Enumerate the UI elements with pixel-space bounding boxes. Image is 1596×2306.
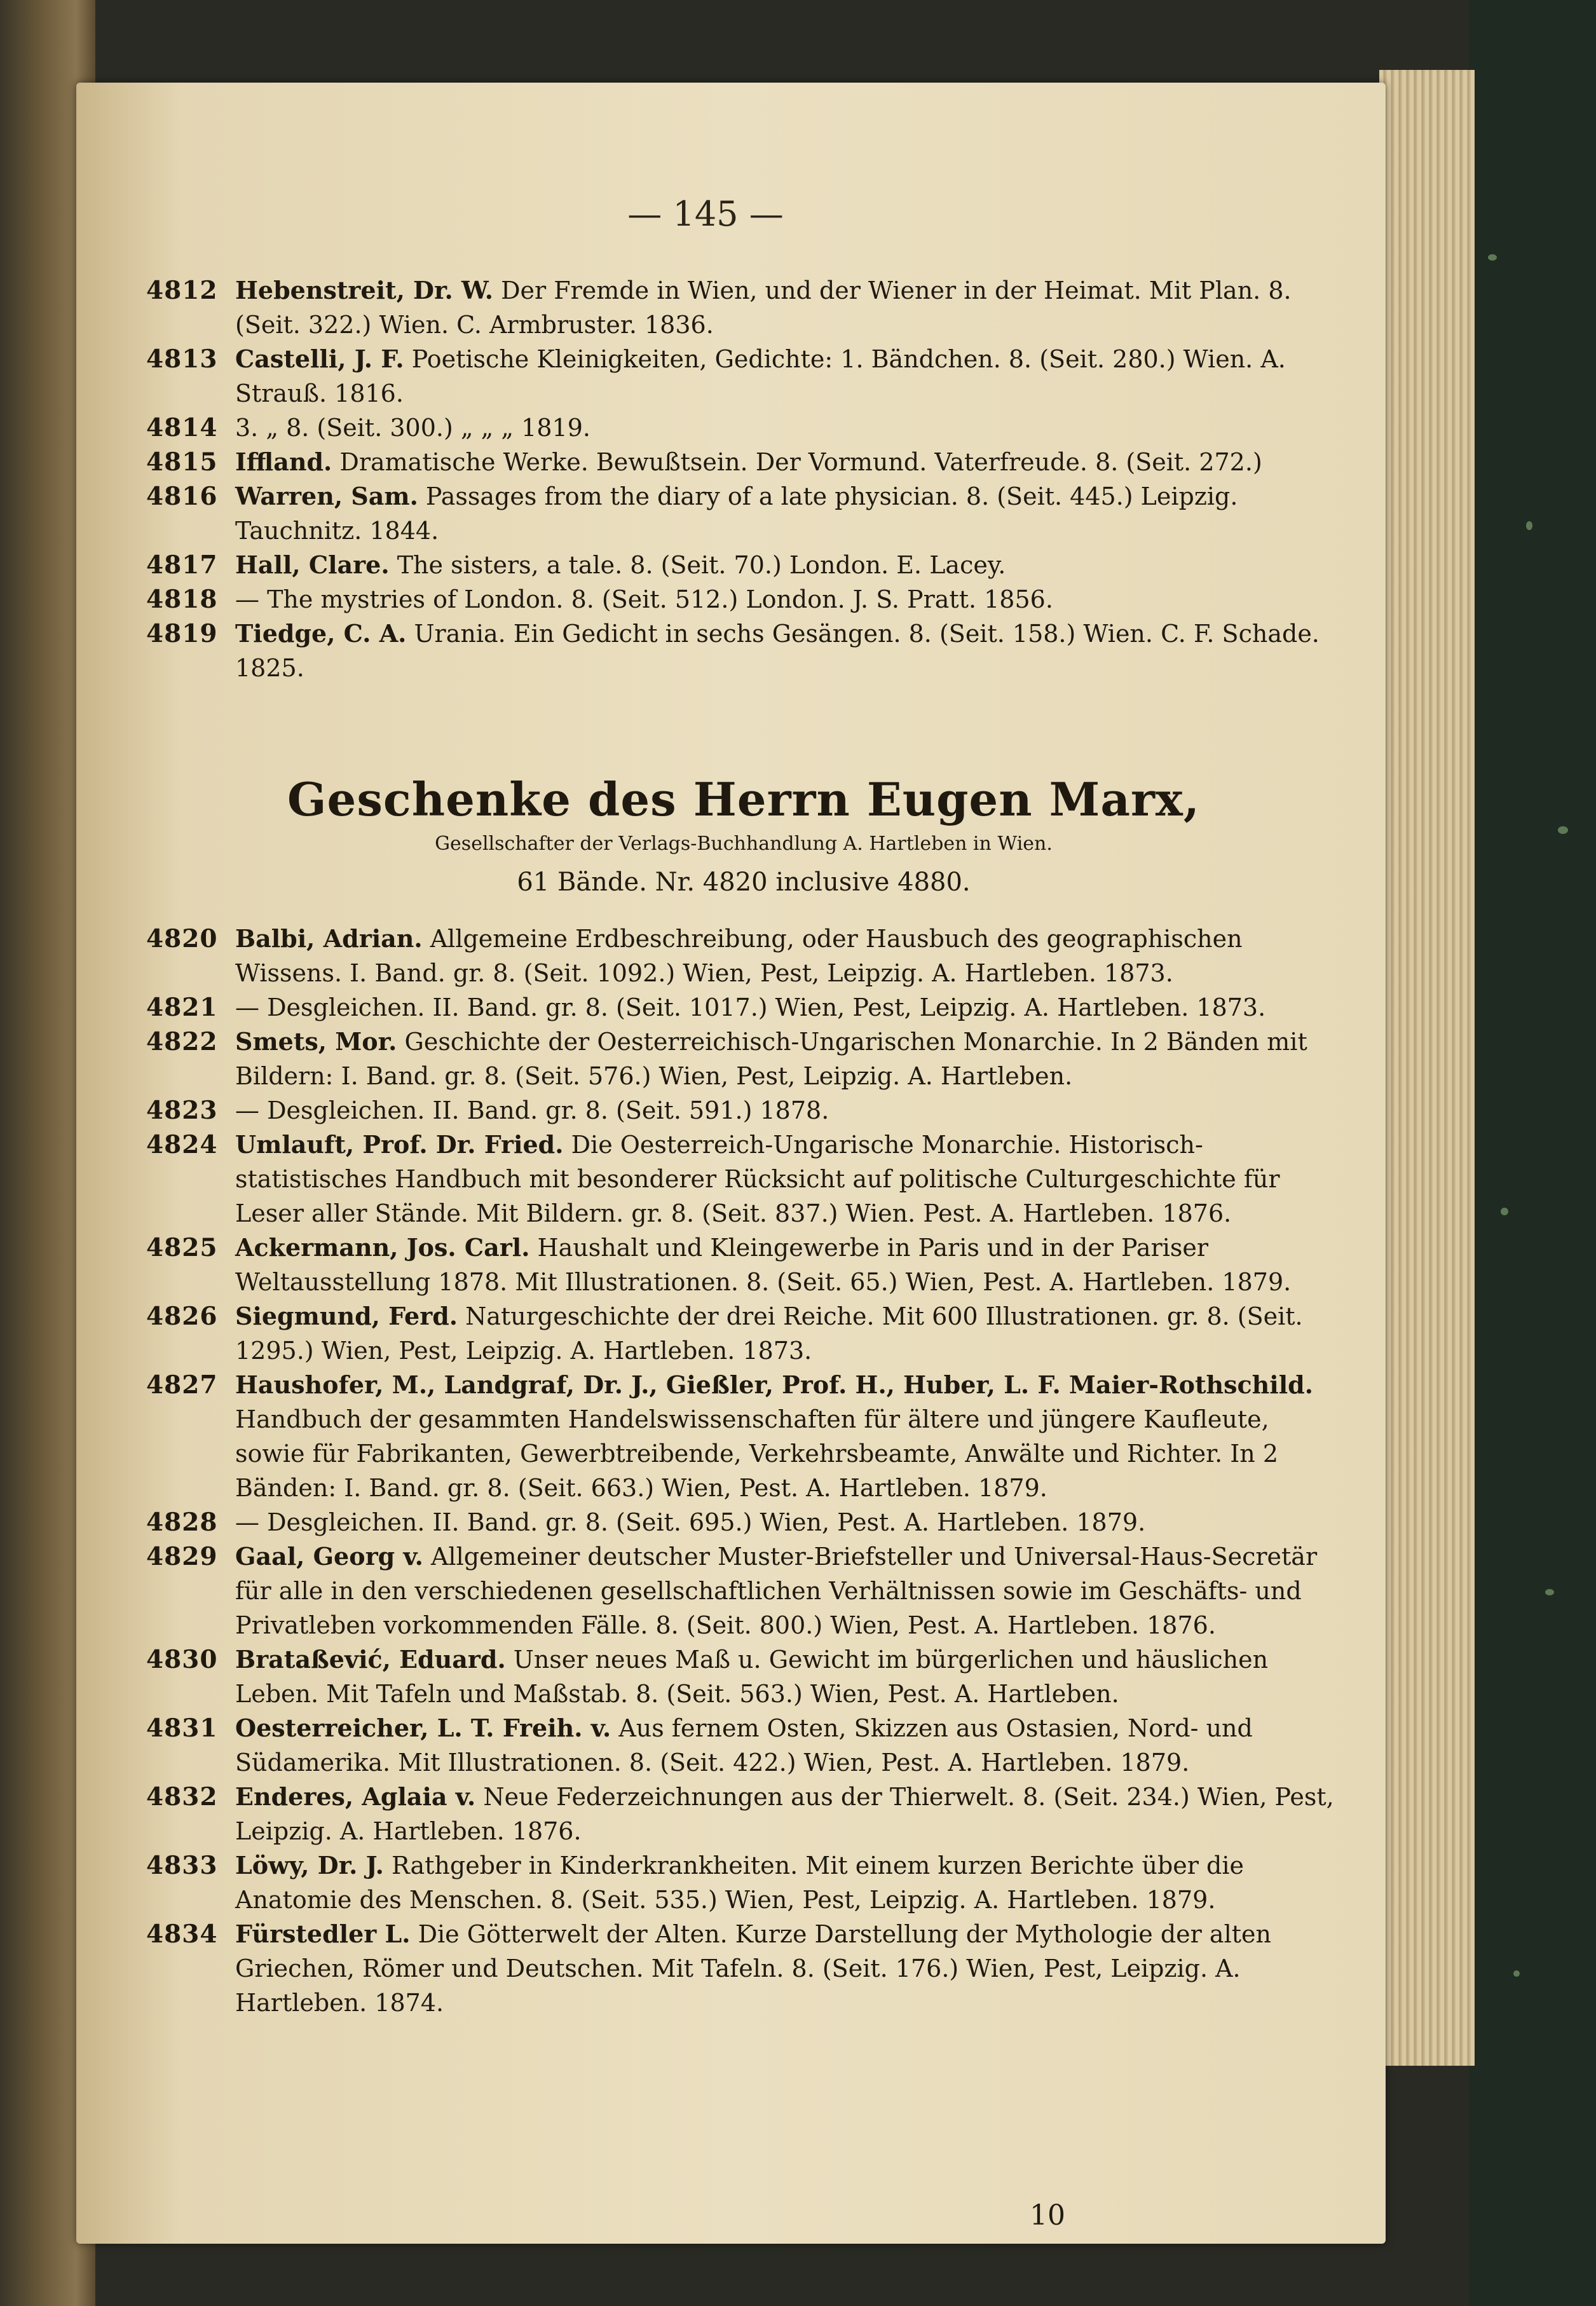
entry-author: Löwy, Dr. J. — [235, 1851, 384, 1880]
catalog-entry — [146, 479, 1341, 548]
entry-number: 4833 — [146, 1851, 218, 1880]
entry-author: Ackermann, Jos. Carl. — [235, 1233, 530, 1262]
entry-author: Balbi, Adrian. — [235, 924, 423, 953]
catalog-entry — [146, 1231, 1341, 1299]
entry-number: 4832 — [146, 1782, 218, 1811]
entry-number: 4823 — [146, 1096, 218, 1125]
entry-author: Umlauft, Prof. Dr. Fried. — [235, 1130, 564, 1159]
entry-number: 4815 — [146, 447, 218, 477]
entry-text: Haushalt und Kleingewerbe in Paris und in der Pariser Weltausstellung 1878. Mit Illustrationen. 8. (Seit. 65.) Wien, Pest. A. Hartleben. 1879. — [235, 1234, 1292, 1296]
entry-author: Siegmund, Ferd. — [235, 1302, 458, 1330]
catalog-entry — [146, 1299, 1341, 1368]
entry-number: 4818 — [146, 585, 218, 614]
catalog-entry — [146, 1025, 1341, 1093]
entry-text: Dramatische Werke. Bewußtsein. Der Vormund. Vaterfreude. 8. (Seit. 272.) — [339, 448, 1262, 476]
catalog-entry — [146, 922, 1341, 990]
entry-number: 4829 — [146, 1542, 218, 1571]
catalog-entry — [146, 1093, 1341, 1128]
entry-text: Allgemeiner deutscher Muster-Briefsteller und Universal-Haus-Secretär für alle in den verschiedenen gesellschaftlichen Verhältnissen sowie im Geschäfts- und Privatleben vorkommenden Fälle. 8. (Seit. 800.) Wien, Pest. A. Hartleben. 1876. — [235, 1543, 1318, 1639]
entry-text: Poetische Kleinigkeiten, Gedichte: 1. Bändchen. 8. (Seit. 280.) Wien. A. Strauß. 1816. — [235, 345, 1286, 407]
entry-author: Hall, Clare. — [235, 550, 390, 579]
entry-text: Passages from the diary of a late physician. 8. (Seit. 445.) Leipzig. Tauchnitz. 1844. — [235, 482, 1238, 545]
entry-text: Die Oesterreich-Ungarische Monarchie. Historisch-statistisches Handbuch mit besonderer Rücksicht auf politische Culturgeschichte für Leser aller Stände. Mit Bildern. gr. 8. (Seit. 837.) Wien. Pest. A. Hartleben. 1876. — [235, 1131, 1280, 1227]
entry-text: Neue Federzeichnungen aus der Thierwelt. 8. (Seit. 234.) Wien, Pest, Leipzig. A. Hartleben. 1876. — [235, 1783, 1334, 1845]
catalog-entry — [146, 445, 1341, 479]
entry-text: Aus fernem Osten, Skizzen aus Ostasien, Nord- und Südamerika. Mit Illustrationen. 8. (Seit. 422.) Wien, Pest. A. Hartleben. 1879. — [235, 1714, 1253, 1777]
entry-number: 4820 — [146, 924, 218, 953]
entry-author: Enderes, Aglaia v. — [235, 1782, 476, 1811]
entry-text: Geschichte der Oesterreichisch-Ungarischen Monarchie. In 2 Bänden mit Bildern: I. Band. gr. 8. (Seit. 576.) Wien, Pest, Leipzig. A. Hartleben. — [235, 1028, 1307, 1090]
entry-text: — Desgleichen. II. Band. gr. 8. (Seit. 695.) Wien, Pest. A. Hartleben. 1879. — [235, 1508, 1146, 1536]
entry-text: Allgemeine Erdbeschreibung, oder Hausbuch des geographischen Wissens. I. Band. gr. 8. (Seit. 1092.) Wien, Pest, Leipzig. A. Hartleben. 1873. — [235, 925, 1243, 987]
entry-author: Gaal, Georg v. — [235, 1542, 423, 1571]
section-count: 61 Bände. Nr. 4820 inclusive 4880. — [517, 868, 971, 897]
entry-author: Castelli, J. F. — [235, 345, 404, 373]
entry-author: Haushofer, M., Landgraf, Dr. J., Gießler, Prof. H., Huber, L. F. Maier-Rothschild. — [235, 1370, 1313, 1399]
page-edges — [1379, 70, 1475, 2066]
catalog-entry — [146, 990, 1341, 1025]
catalog-entry — [146, 617, 1341, 685]
entry-text: 3. „ 8. (Seit. 300.) „ „ „ 1819. — [235, 414, 590, 442]
catalog-entry — [146, 411, 1341, 445]
entry-number: 4822 — [146, 1027, 218, 1056]
entry-text: — Desgleichen. II. Band. gr. 8. (Seit. 1017.) Wien, Pest, Leipzig. A. Hartleben. 1873. — [235, 993, 1266, 1021]
entry-number: 4825 — [146, 1233, 218, 1262]
entry-text: Die Götterwelt der Alten. Kurze Darstellung der Mythologie der alten Griechen, Römer und Deutschen. Mit Tafeln. 8. (Seit. 176.) Wien, Pest, Leipzig. A. Hartleben. 1874. — [235, 1920, 1271, 2017]
entry-number: 4834 — [146, 1920, 218, 1949]
signature-mark: 10 — [1030, 2199, 1065, 2232]
section-subtitle: Gesellschafter der Verlags-Buchhandlung A. Hartleben in Wien. — [435, 833, 1053, 855]
catalog-entry — [146, 1128, 1341, 1231]
catalog-entry — [146, 1368, 1341, 1505]
entry-author: Brataßević, Eduard. — [235, 1645, 506, 1674]
catalog-entry — [146, 1780, 1341, 1848]
catalog-entry — [146, 1848, 1341, 1917]
catalog-entry — [146, 1539, 1341, 1642]
entry-text: — Desgleichen. II. Band. gr. 8. (Seit. 591.) 1878. — [235, 1096, 829, 1124]
entry-number: 4827 — [146, 1370, 218, 1400]
entry-text: Der Fremde in Wien, und der Wiener in der Heimat. Mit Plan. 8. (Seit. 322.) Wien. C. Armbruster. 1836. — [235, 276, 1292, 339]
catalog-entry — [146, 1505, 1341, 1539]
entry-number: 4812 — [146, 276, 218, 305]
section-title: Geschenke des Herrn Eugen Marx, — [287, 772, 1200, 826]
catalog-entry — [146, 548, 1341, 582]
catalog-entry — [146, 342, 1341, 411]
entry-text: Naturgeschichte der drei Reiche. Mit 600 Illustrationen. gr. 8. (Seit. 1295.) Wien, Pest, Leipzig. A. Hartleben. 1873. — [235, 1302, 1303, 1365]
entry-author: Warren, Sam. — [235, 482, 418, 510]
entry-number: 4828 — [146, 1508, 218, 1537]
entry-list-top — [146, 273, 1341, 685]
entry-author: Smets, Mor. — [235, 1027, 397, 1056]
entry-list-bottom — [146, 922, 1341, 2020]
entry-number: 4831 — [146, 1714, 218, 1743]
entry-text: Unser neues Maß u. Gewicht im bürgerlichen und häuslichen Leben. Mit Tafeln und Maßstab. 8. (Seit. 563.) Wien, Pest. A. Hartleben. — [235, 1646, 1269, 1708]
book-page — [76, 83, 1386, 2244]
entry-text: Urania. Ein Gedicht in sechs Gesängen. 8. (Seit. 158.) Wien. C. F. Schade. 1825. — [235, 620, 1320, 682]
entry-text: The sisters, a tale. 8. (Seit. 70.) London. E. Lacey. — [397, 551, 1006, 579]
catalog-entry — [146, 1917, 1341, 2020]
entry-author: Iffland. — [235, 447, 332, 476]
entry-author: Tiedge, C. A. — [235, 619, 407, 648]
entry-number: 4814 — [146, 413, 218, 442]
entry-text: Rathgeber in Kinderkrankheiten. Mit einem kurzen Berichte über die Anatomie des Menschen. 8. (Seit. 535.) Wien, Pest, Leipzig. A. Hartleben. 1879. — [235, 1852, 1244, 1914]
catalog-entry — [146, 1711, 1341, 1780]
catalog-entry — [146, 1642, 1341, 1711]
entry-number: 4819 — [146, 619, 218, 648]
entry-text: Handbuch der gesammten Handelswissenschaften für ältere und jüngere Kaufleute, sowie für Fabrikanten, Gewerbtreibende, Verkehrsbeamte, Anwälte und Richter. In 2 Bänden: I. Band. gr. 8. (Seit. 663.) Wien, Pest. A. Hartleben. 1879. — [235, 1405, 1279, 1502]
entry-number: 4817 — [146, 550, 218, 580]
book-cover-right — [1469, 0, 1596, 2306]
entry-number: 4816 — [146, 482, 218, 511]
entry-number: 4813 — [146, 345, 218, 374]
entry-number: 4826 — [146, 1302, 218, 1331]
entry-number: 4830 — [146, 1645, 218, 1674]
catalog-entry — [146, 273, 1341, 342]
page-number: — 145 — — [627, 194, 784, 234]
entry-number: 4821 — [146, 993, 218, 1022]
entry-author: Oesterreicher, L. T. Freih. v. — [235, 1714, 611, 1742]
entry-author: Hebenstreit, Dr. W. — [235, 276, 493, 304]
entry-text: — The mystries of London. 8. (Seit. 512.) London. J. S. Pratt. 1856. — [235, 585, 1053, 613]
catalog-entry — [146, 582, 1341, 617]
entry-number: 4824 — [146, 1130, 218, 1159]
entry-author: Fürstedler L. — [235, 1920, 411, 1948]
